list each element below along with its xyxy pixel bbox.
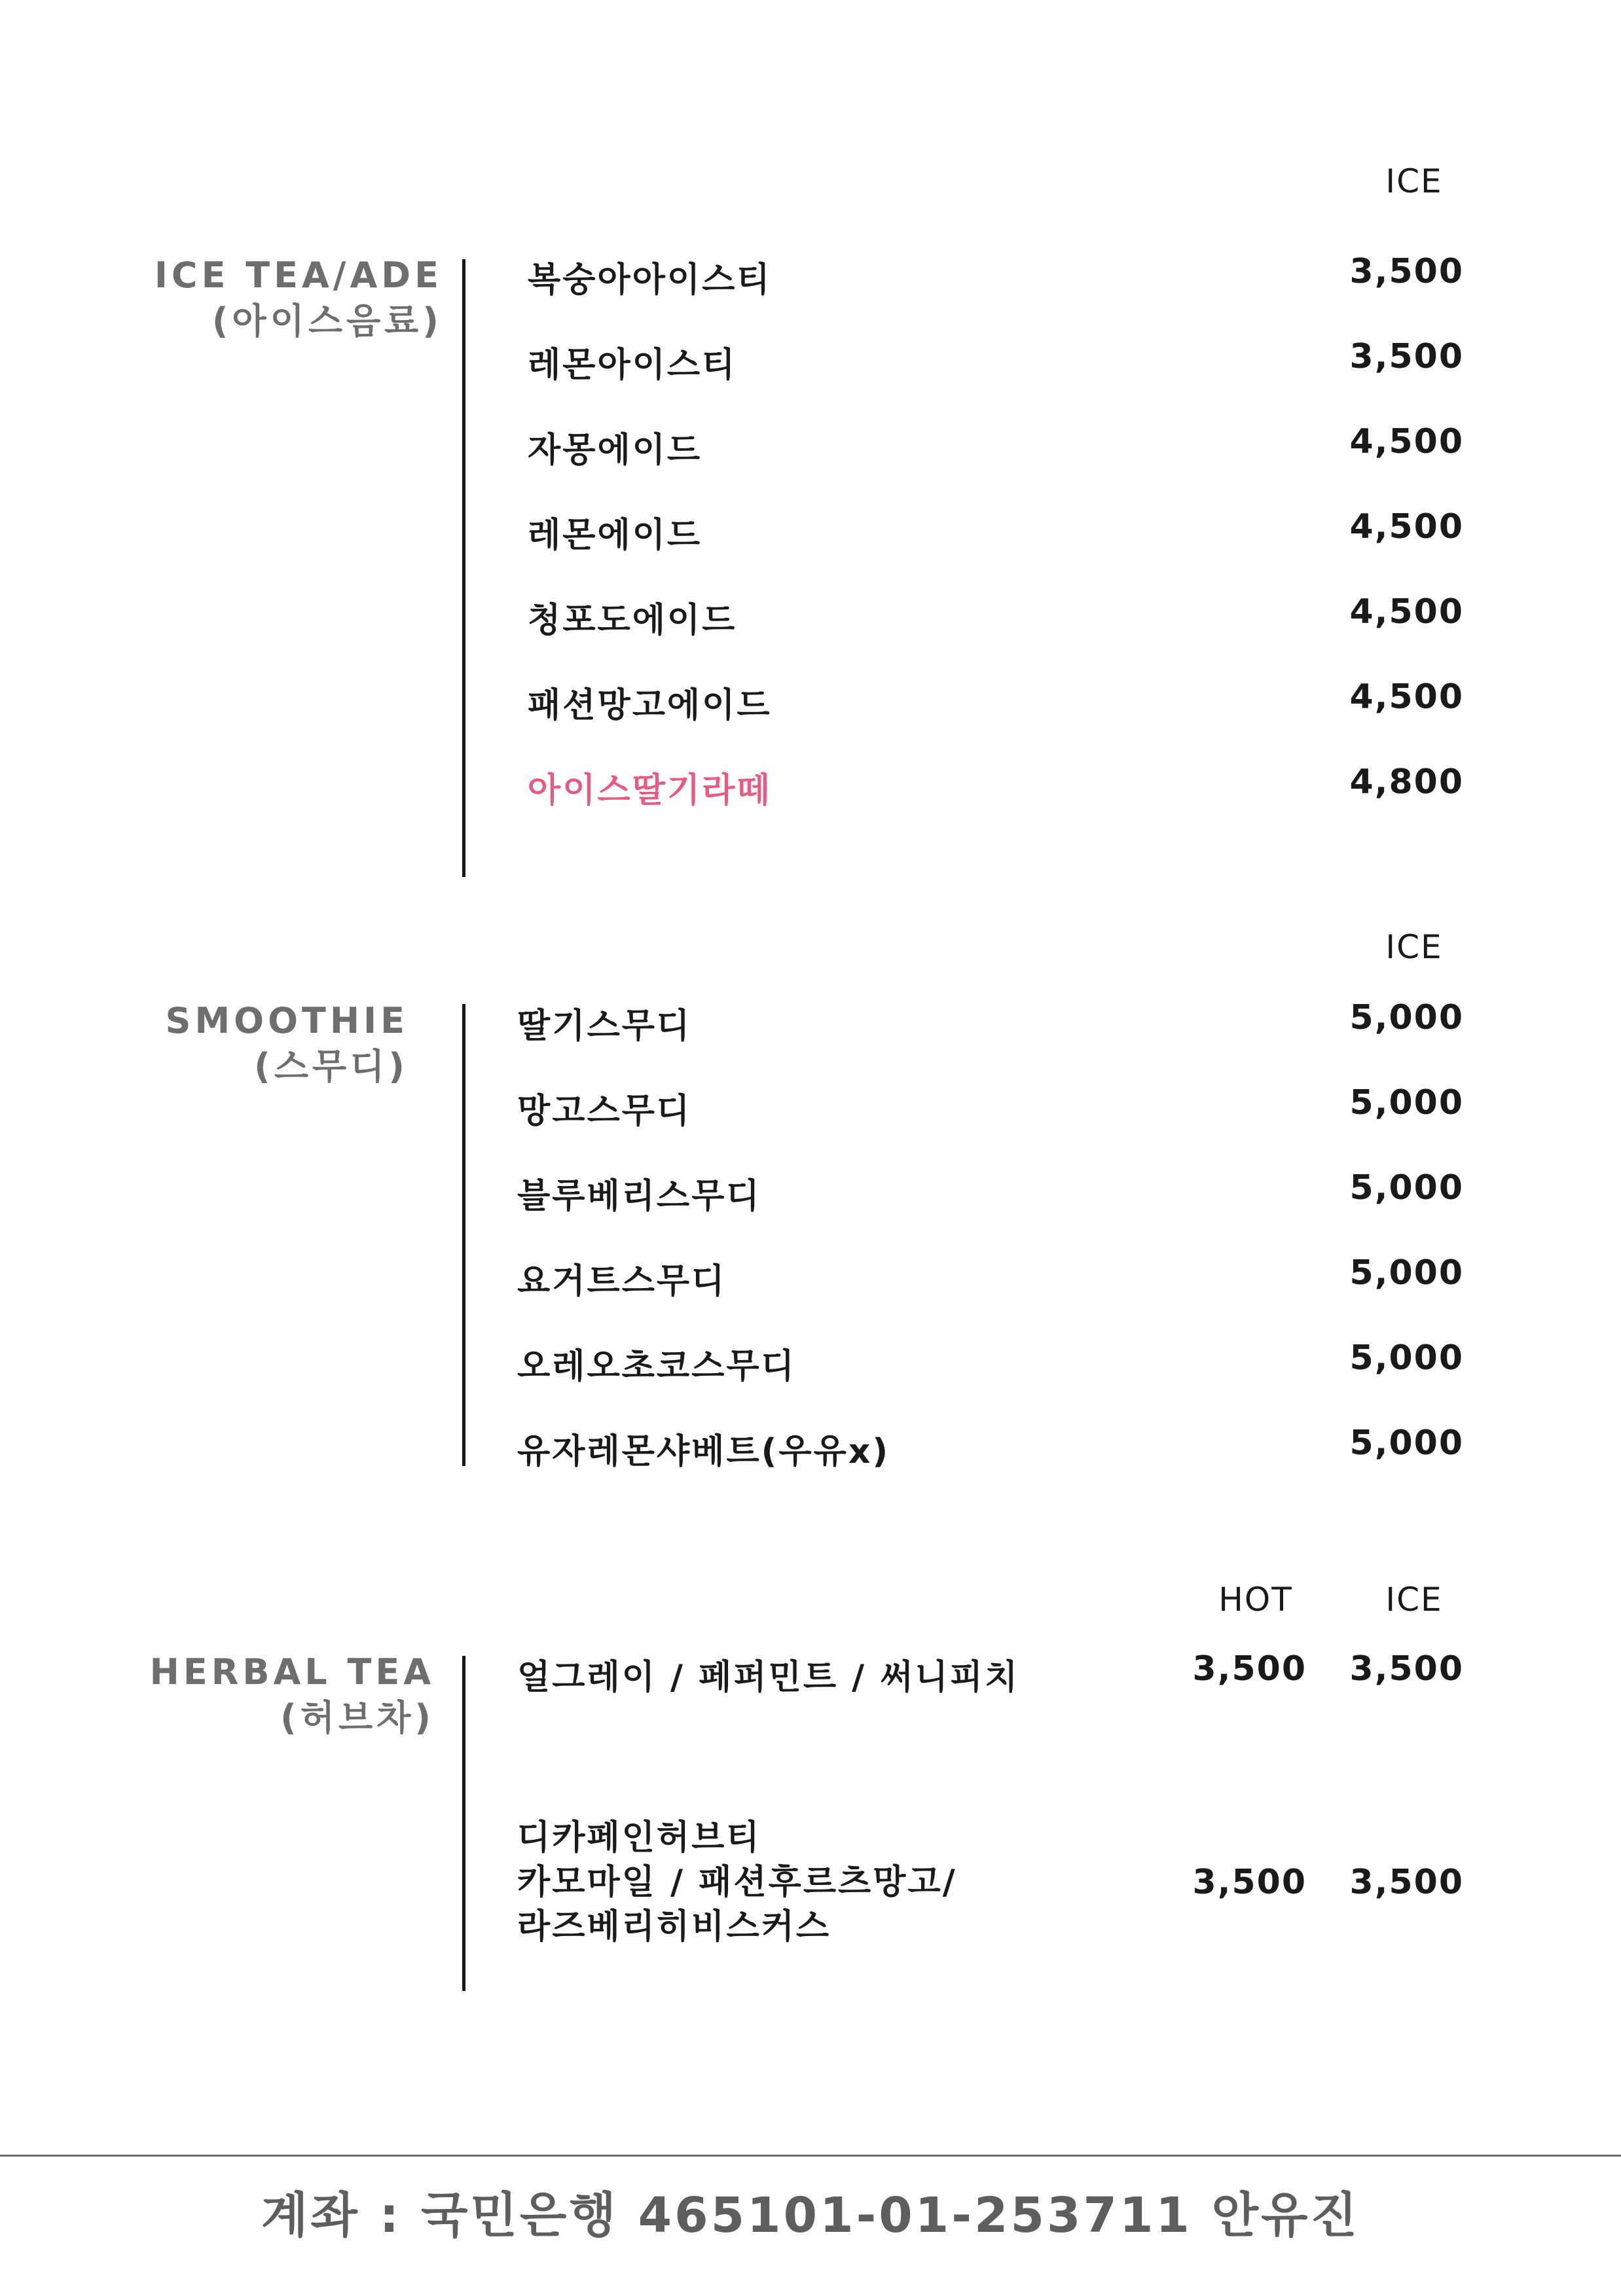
menu-item-price-ice: 5,000 xyxy=(1349,998,1464,1037)
menu-item-price-ice: 3,500 xyxy=(1349,252,1464,291)
section-title-ko: (스무디) xyxy=(254,1046,409,1087)
section-title-ko: (아이스음료) xyxy=(211,300,443,342)
ice-column-header: ICE xyxy=(1385,928,1443,966)
menu-item-name: 레몬아이스티 xyxy=(528,346,737,385)
section-title-ice-tea-ade xyxy=(155,253,443,344)
menu-item-name: 복숭아아이스티 xyxy=(528,260,772,300)
section-divider-line xyxy=(462,1004,465,1466)
menu-item-price-ice: 5,000 xyxy=(1349,1253,1464,1293)
section-title-smoothie xyxy=(166,998,409,1090)
menu-item-price-ice: 5,000 xyxy=(1349,1338,1464,1378)
menu-item-price-ice: 4,500 xyxy=(1349,507,1464,547)
menu-item-name: 얼그레이 / 페퍼민트 / 써니피치 xyxy=(517,1658,1020,1697)
menu-item-name: 유자레몬샤베트(우유x) xyxy=(517,1432,890,1471)
menu-item-name: 딸기스무디 xyxy=(517,1007,692,1046)
menu-item-line: 라즈베리히비스커스 xyxy=(517,1907,831,1946)
menu-item-name: 패션망고에이드 xyxy=(528,686,772,725)
menu-item-name: 요거트스무디 xyxy=(517,1262,727,1301)
section-divider-line xyxy=(462,1656,465,1991)
section-title-en: HERBAL TEA xyxy=(149,1651,435,1693)
section-title-en: ICE TEA/ADE xyxy=(154,255,443,296)
menu-item-name: 블루베리스무디 xyxy=(517,1177,761,1216)
menu-item-price-ice: 4,500 xyxy=(1349,592,1464,632)
ice-column-header: ICE xyxy=(1385,162,1443,200)
menu-item-name: 자몽에이드 xyxy=(528,431,702,470)
menu-item-name: 오레오초코스무디 xyxy=(517,1347,796,1386)
menu-item-name: 망고스무디 xyxy=(517,1092,692,1131)
section-title-en: SMOOTHIE xyxy=(165,1000,409,1041)
menu-item-price-ice: 3,500 xyxy=(1349,337,1464,376)
menu-item-name-multiline xyxy=(517,1816,957,1949)
menu-item-price-ice: 4,800 xyxy=(1349,762,1464,802)
section-title-ko: (허브차) xyxy=(280,1697,435,1738)
ice-column-header: ICE xyxy=(1385,1581,1443,1619)
section-title-herbal-tea xyxy=(150,1649,435,1741)
footer-divider xyxy=(0,2155,1621,2157)
menu-item-name: 청포도에이드 xyxy=(528,601,737,640)
menu-item-line: 디카페인허브티 xyxy=(517,1818,761,1857)
menu-item-price-hot: 3,500 xyxy=(1192,1863,1307,1902)
menu-item-price-hot: 3,500 xyxy=(1192,1649,1307,1689)
menu-item-name: 레몬에이드 xyxy=(528,516,702,555)
bank-account-info: 계좌 : 국민은행 465101-01-253711 안유진 xyxy=(261,2187,1360,2244)
menu-item-line: 카모마일 / 패션후르츠망고/ xyxy=(517,1863,957,1902)
menu-item-price-ice: 4,500 xyxy=(1349,677,1464,717)
menu-item-price-ice: 5,000 xyxy=(1349,1424,1464,1463)
menu-item-price-ice: 3,500 xyxy=(1349,1649,1464,1689)
menu-item-price-ice: 5,000 xyxy=(1349,1083,1464,1122)
menu-item-price-ice: 5,000 xyxy=(1349,1168,1464,1208)
menu-item-price-ice: 3,500 xyxy=(1349,1863,1464,1902)
hot-column-header: HOT xyxy=(1218,1581,1293,1619)
menu-item-name-highlighted: 아이스딸기라떼 xyxy=(528,771,772,810)
section-divider-line xyxy=(462,259,465,877)
menu-item-price-ice: 4,500 xyxy=(1349,422,1464,461)
